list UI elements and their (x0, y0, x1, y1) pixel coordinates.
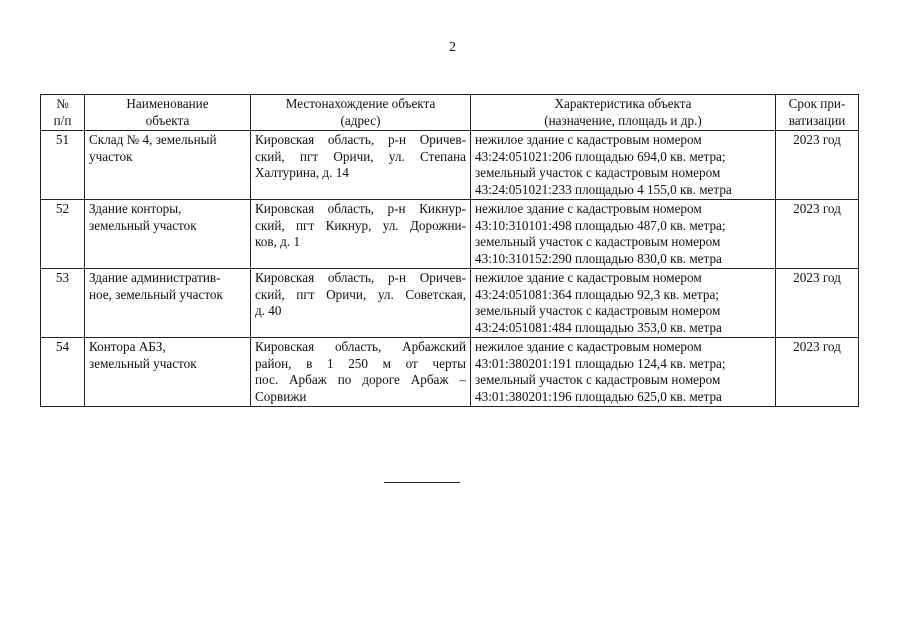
row-num: 51 (41, 131, 85, 200)
row-characteristics: нежилое здание с кадастровым номером 43:24:051081:364 площадью 92,3 кв. метра; земельный участок с кадастровым номером 43:24:051081:484 площадью 353,0 кв. метра (471, 269, 776, 338)
row-term: 2023 год (776, 338, 859, 407)
table-row (41, 269, 859, 338)
row-characteristics: нежилое здание с кадастровым номером 43:01:380201:191 площадью 124,4 кв. метра; земельный участок с кадастровым номером 43:01:380201:196 площадью 625,0 кв. метра (471, 338, 776, 407)
header-num: № п/п (41, 95, 85, 131)
page-number: 2 (449, 40, 456, 55)
row-name: Склад № 4, земельный участок (85, 131, 251, 200)
table-row (41, 200, 859, 269)
row-name: Здание конторы, земельный участок (85, 200, 251, 269)
row-address: Кировская область, р-н Кикнур- ский, пгт Кикнур, ул. Дорожни- ков, д. 1 (251, 200, 471, 269)
row-address: Кировская область, р-н Оричев- ский, пгт Оричи, ул. Степана Халтурина, д. 14 (251, 131, 471, 200)
table-row (41, 338, 859, 407)
row-name: Контора АБЗ, земельный участок (85, 338, 251, 407)
privatization-objects-table (40, 94, 859, 407)
row-term: 2023 год (776, 269, 859, 338)
header-term: Срок при- ватизации (776, 95, 859, 131)
row-address: Кировская область, р-н Оричев- ский, пгт Оричи, ул. Советская, д. 40 (251, 269, 471, 338)
row-num: 54 (41, 338, 85, 407)
row-num: 53 (41, 269, 85, 338)
row-characteristics: нежилое здание с кадастровым номером 43:24:051021:206 площадью 694,0 кв. метра; земельный участок с кадастровым номером 43:24:051021:233 площадью 4 155,0 кв. метра (471, 131, 776, 200)
row-address: Кировская область, Арбажский район, в 1 250 м от черты пос. Арбаж по дороге Арбаж – Сорвижи (251, 338, 471, 407)
row-characteristics: нежилое здание с кадастровым номером 43:10:310101:498 площадью 487,0 кв. метра; земельный участок с кадастровым номером 43:10:310152:290 площадью 830,0 кв. метра (471, 200, 776, 269)
row-term: 2023 год (776, 131, 859, 200)
table-header-row (41, 95, 859, 131)
row-name: Здание административ- ное, земельный участок (85, 269, 251, 338)
row-num: 52 (41, 200, 85, 269)
closing-separator-line (384, 482, 460, 483)
header-characteristics: Характеристика объекта (назначение, площадь и др.) (471, 95, 776, 131)
row-term: 2023 год (776, 200, 859, 269)
header-name: Наименование объекта (85, 95, 251, 131)
table-row (41, 131, 859, 200)
header-address: Местонахождение объекта (адрес) (251, 95, 471, 131)
